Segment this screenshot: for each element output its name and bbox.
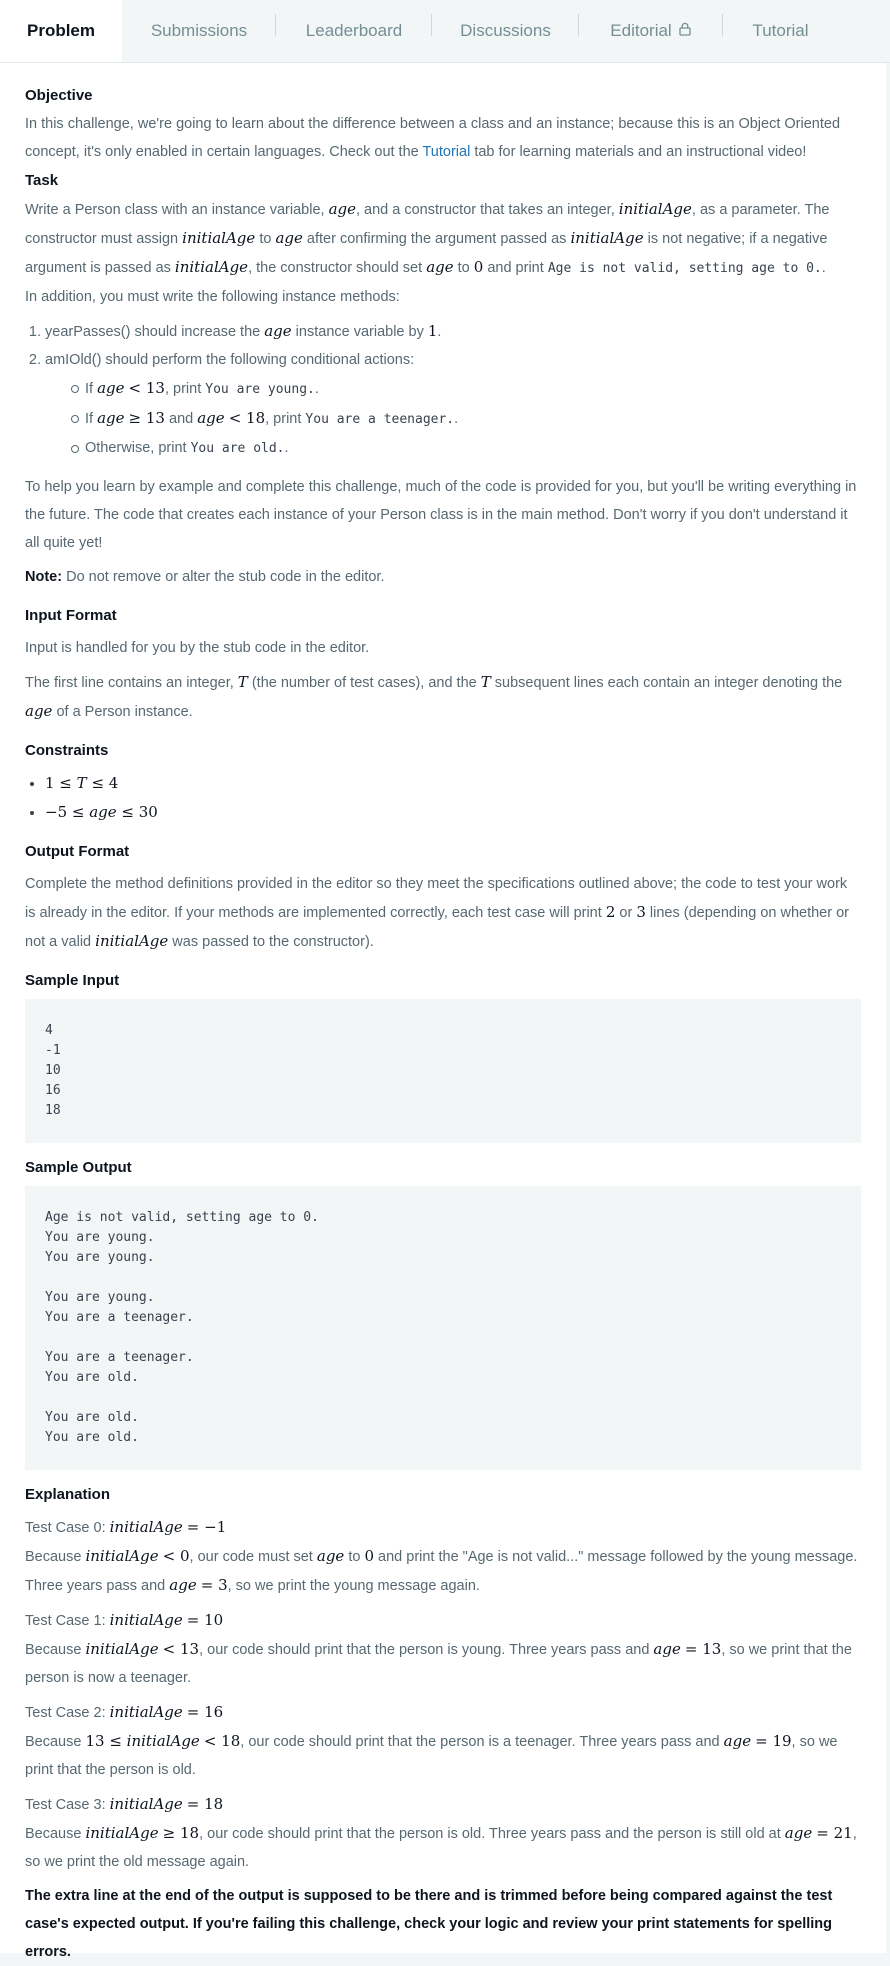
explanation-heading: Explanation [25,1486,111,1503]
list-item: If age ≥ 13 and age < 18, print You are a teenager.. [71,404,861,434]
list-item: • −5 ≤ age ≤ 30 [45,798,861,827]
list-item: If age < 13, print You are young.. [71,374,861,404]
tutorial-link[interactable]: Tutorial [422,144,471,160]
tab-bar [0,0,890,63]
test-case-2-text: Because 13 ≤ initialAge < 18, our code should print that the person is a teenager. Three years pass and age = 19, so we print that the person is old. [25,1732,838,1778]
tab-label: Editorial [610,21,672,40]
list-item: Otherwise, print You are old.. [71,434,861,463]
sample-input-block: 4 -1 10 16 18 [25,999,861,1143]
task-text: Write a Person class with an instance variable, age, and a constructor that takes an integer, initialAge, as a parameter. The constructor must assign initialAge to age after confirming the argument passed as initialAge is not negative; if a negative argument is passed as initialAge, the constructor should set age to 0 and print Age is not valid, setting age to 0.. In addition, you must write the following instance methods: [25,200,830,305]
problem-statement [0,63,886,1960]
tab-label: Submissions [150,21,248,40]
method-list [25,317,861,463]
test-case-0-title: Test Case 0: initialAge = −1 [25,1518,227,1536]
list-item: • 1 ≤ T ≤ 4 [45,769,861,798]
objective-text-a: In this challenge, we're going to learn about the difference between a class and an instance; because this is an Object Oriented concept, it's only enabled in certain languages. Check out the [25,116,841,160]
explanation-final-note: The extra line at the end of the output is supposed to be there and is trimmed before being compared against the test case's expected output. If you're failing this challenge, check your logic and review your print statements for spelling errors. [25,1888,833,1960]
task-heading: Task [25,172,59,189]
test-case-0-text: Because initialAge < 0, our code must set age to 0 and print the "Age is not valid..." message followed by the young message. Three years pass and age = 3, so we print the young message again. [25,1547,858,1594]
tab-problem[interactable] [0,0,122,62]
tab-leaderboard[interactable] [276,0,432,62]
test-case-3-title: Test Case 3: initialAge = 18 [25,1795,224,1813]
note-text: Do not remove or alter the stub code in the editor. [62,569,385,585]
output-format-text: Complete the method definitions provided in the editor so they meet the specifications outlined above; the code to test your work is already in the editor. If your methods are implemented correctly, each test case will print 2 or 3 lines (depending on whether or not a valid initialAge was passed to the constructor). [25,876,849,950]
constraints-heading: Constraints [25,742,109,759]
tab-label: Discussions [460,21,551,40]
output-format-heading: Output Format [25,843,130,860]
input-format-line1: Input is handled for you by the stub code in the editor. [25,640,370,656]
sample-output-heading: Sample Output [25,1159,132,1176]
tab-label: Tutorial [752,21,809,40]
tab-label: Problem [26,21,96,40]
lock-icon [678,21,692,41]
test-case-1-title: Test Case 1: initialAge = 10 [25,1611,224,1629]
test-case-2-title: Test Case 2: initialAge = 16 [25,1703,224,1721]
tab-discussions[interactable] [432,0,579,62]
objective-text-b: tab for learning materials and an instructional video! [470,144,807,160]
objective-heading: Objective [25,87,93,104]
list-item: 2. amIOld() should perform the following conditional actions: If age < 13, print You are young.. If age ≥ 13 and age < 18, print You are a teenager.. Otherwise, print You are old.. [45,346,861,463]
objective-text [25,110,861,166]
task-closing: To help you learn by example and complete this challenge, much of the code is provided for you, but you'll be writing everything in the future. The code that creates each instance of your Person class is in the main method. Don't worry if you don't understand it all quite yet! [25,479,857,551]
list-item: 1. yearPasses() should increase the age instance variable by 1. [45,317,861,346]
sample-output-block: Age is not valid, setting age to 0. You are young. You are young. You are young. You are a teenager. You are a teenager. You are old. You are old. You are old. [25,1186,861,1470]
test-case-1-text: Because initialAge < 13, our code should print that the person is young. Three years pass and age = 13, so we print that the person is now a teenager. [25,1640,852,1686]
test-case-3-text: Because initialAge ≥ 18, our code should print that the person is old. Three years pass and the person is still old at age = 21, so we print the old message again. [25,1824,857,1870]
tab-label: Leaderboard [305,21,403,40]
sample-input-heading: Sample Input [25,972,120,989]
input-format-line2: The first line contains an integer, T (the number of test cases), and the T subsequent lines each contain an integer denoting the age of a Person instance. [25,673,843,720]
tab-submissions[interactable] [122,0,276,62]
note [25,563,861,591]
note-label: Note: [25,569,63,585]
tab-editorial[interactable] [579,0,723,62]
input-format-heading: Input Format [25,607,117,624]
constraints-list [25,769,861,827]
tab-tutorial[interactable] [723,0,838,62]
